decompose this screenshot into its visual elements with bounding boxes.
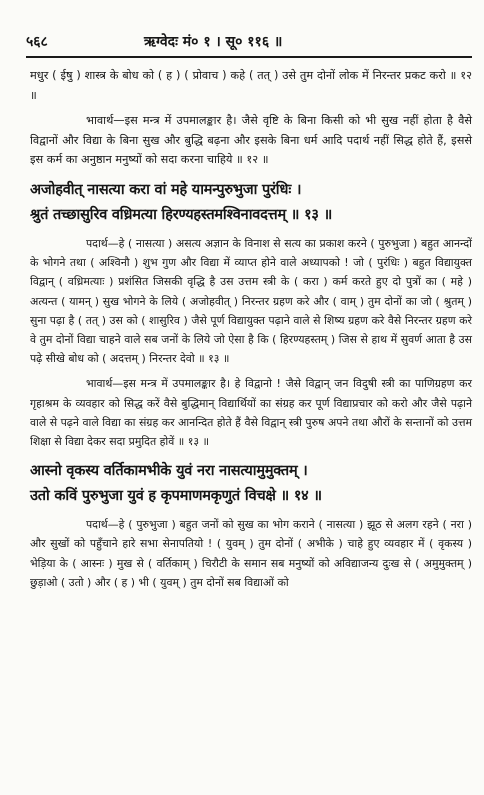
bhavarth-12: भावार्थ—इस मन्त्र में उपमालङ्कार है। जैसे वृष्टि के बिना किसी को भी सुख नहीं होता है वैसे विद्वानों और विद्या के बिना सुख और बुद्धि बढ़ना और इसके बिना धर्म आदि पदार्थ नहीं सिद्ध होते हैं, इससे इस कर्म का अनुष्ठान मनुष्यों को सदा करना चाहिये ॥ १२ ॥ [30, 114, 472, 167]
verse-13-line-1: अजोहवीत् नासत्या करा वां महे यामन्पुरुभुजा पुरंधिः । [30, 180, 302, 198]
header-rule [26, 56, 472, 58]
padarth-13: पदार्थ—हे ( नासत्या ) असत्य अज्ञान के विनाश से सत्य का प्रकाश करने ( पुरुभुजा ) बहुत आनन्दों के भोगने तथा ( अश्विनौ ) शुभ गुण और विद्या में व्याप्त होने वाले अध्यापको ! जो ( पुरंधिः ) बहुत विद्यायुक्त विद्वान् ( वध्रिमत्याः ) प्रशंसित जिसकी वृद्धि है उस उत्तम स्त्री के ( करा ) कर्म करते हुए दो पुत्रों का ( महे ) अत्यन्त ( यामन् ) सुख भोगने के लिये ( अजोहवीत् ) निरन्तर ग्रहण करे और ( वाम् ) तुम दोनों का जो ( श्रुतम् ) सुना पढ़ा है ( तत् ) उस को ( शासुरिव ) जैसे पूर्ण विद्यायुक्त पढ़ाने वाले से शिष्य ग्रहण करे वैसे निरन्तर ग्रहण करे वे तुम दोनों विद्या चाहने वाले सब जनों के लिये जो ऐसा है कि ( हिरण्यहस्तम् ) जिस से हाथ में सुवर्ण आता है उस पढ़े सीखे बोध को ( अदत्तम् ) निरन्तर देवो ॥ १३ ॥ [30, 236, 472, 366]
bhavarth-13: भावार्थ—इस मन्त्र में उपमालङ्कार है। हे विद्वानो ! जैसे विद्वान् जन विदुषी स्त्री का पाणिग्रहण कर गृहाश्रम के व्यवहार को सिद्ध करें वैसे बुद्धिमान् विद्यार्थियों का संग्रह कर पूर्ण विद्याप्रचार को करो और जैसे पढ़ाने वाले से पढ़ने वाले विद्या का संग्रह कर आनन्दित होते हैं वैसे विद्वान् स्त्री पुरुष अपने तथा औरों के सन्तानों को उत्तम शिक्षा से विद्या देकर सदा प्रमुदित होवें ॥ १३ ॥ [30, 377, 472, 448]
verse-13 [30, 177, 472, 227]
page-header [26, 28, 472, 52]
page-number: ५६८ [26, 34, 48, 50]
verse-14-line-2: उतो कविं पुरुभुजा युवं ह कृपमाणमकृणुतं विचक्षे ॥ १४ ॥ [30, 487, 322, 505]
verse-13-line-2: श्रुतं तच्छासुरिव वध्रिमत्या हिरण्यहस्तमश्विनावदत्तम् ॥ १३ ॥ [30, 205, 333, 223]
padarth-14: पदार्थ—हे ( पुरुभुजा ) बहुत जनों को सुख का भोग कराने ( नासत्या ) झूठ से अलग रहने ( नरा ) और सुखों को पहुँचाने हारे सभा सेनापतियो ! ( युवम् ) तुम दोनों ( अभीके ) चाहे हुए व्यवहार में ( वृकस्य ) भेड़िया के ( आस्नः ) मुख से ( वर्तिकाम् ) चिरौटी के समान सब मनुष्यों को अविद्याजन्य दुःख से ( अमुमुक्तम् ) छुड़ाओ ( उतो ) और ( ह ) भी ( युवम् ) तुम दोनों सब विद्याओं को [30, 518, 472, 589]
running-head: ऋग्वेदः मं० १ । सू० ११६ ॥ [144, 34, 283, 50]
page-body [30, 66, 472, 592]
verse-14-line-1: आस्नो वृकस्य वर्तिकामभीके युवं नरा नासत्यामुमुक्तम् । [30, 462, 308, 480]
intro-paragraph: मधुर ( ईषु ) शास्त्र के बोध को ( ह ) ( प्रोवाच ) कहे ( तत् ) उसे तुम दोनों लोक में निरन्तर प्रकट करो ॥ १२ ॥ [30, 69, 472, 102]
verse-14 [30, 458, 472, 508]
